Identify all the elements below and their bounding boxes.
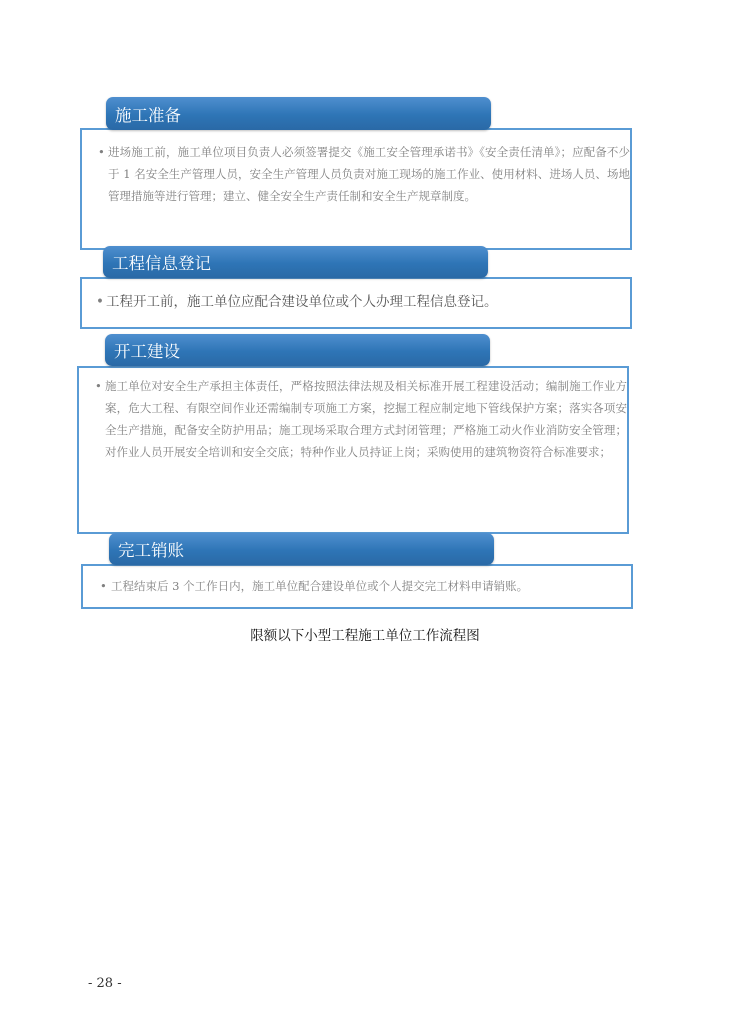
step-description: 工程开工前，施工单位应配合建设单位或个人办理工程信息登记。 [106,294,498,310]
bullet-icon: • [95,379,102,393]
step-description: 工程结束后 3 个工作日内，施工单位配合建设单位或个人提交完工材料申请销账。 [111,579,529,593]
step-title: 完工销账 [118,541,184,560]
step-title: 开工建设 [114,342,180,361]
page-number: - 28 - [88,976,122,991]
step-description: 施工单位对安全生产承担主体责任，严格按照法律法规及相关标准开展工程建设活动；编制施工作业方案，危大工程、有限空间作业还需编制专项施工方案，挖掘工程应制定地下管线保护方案；落实各项安全生产措施，配备安全防护用品；施工现场采取合理方式封闭管理；严格施工动火作业消防安全管理；对作业人员开展安全培训和安全交底；特种作业人员持证上岗；采购使用的建筑物资符合标准要求； [105,379,627,459]
bullet-icon: • [96,294,104,310]
step-header-preparation [106,97,491,130]
step-header-construction [105,334,490,366]
bullet-icon: • [98,145,105,159]
step-title: 施工准备 [115,105,181,125]
step-header-registration [103,246,488,278]
step-header-completion [109,533,494,565]
step-description: 进场施工前，施工单位项目负责人必须签署提交《施工安全管理承诺书》《安全责任清单》；应配备不少于 1 名安全生产管理人员，安全生产管理人员负责对施工现场的施工作业、使用材料、进场人员、场地管理措施等进行管理；建立、健全安全生产责任制和安全生产规章制度。 [108,145,630,203]
step-title: 工程信息登记 [112,254,211,273]
figure-caption: 限额以下小型工程施工单位工作流程图 [250,628,480,644]
bullet-icon: • [100,579,107,593]
